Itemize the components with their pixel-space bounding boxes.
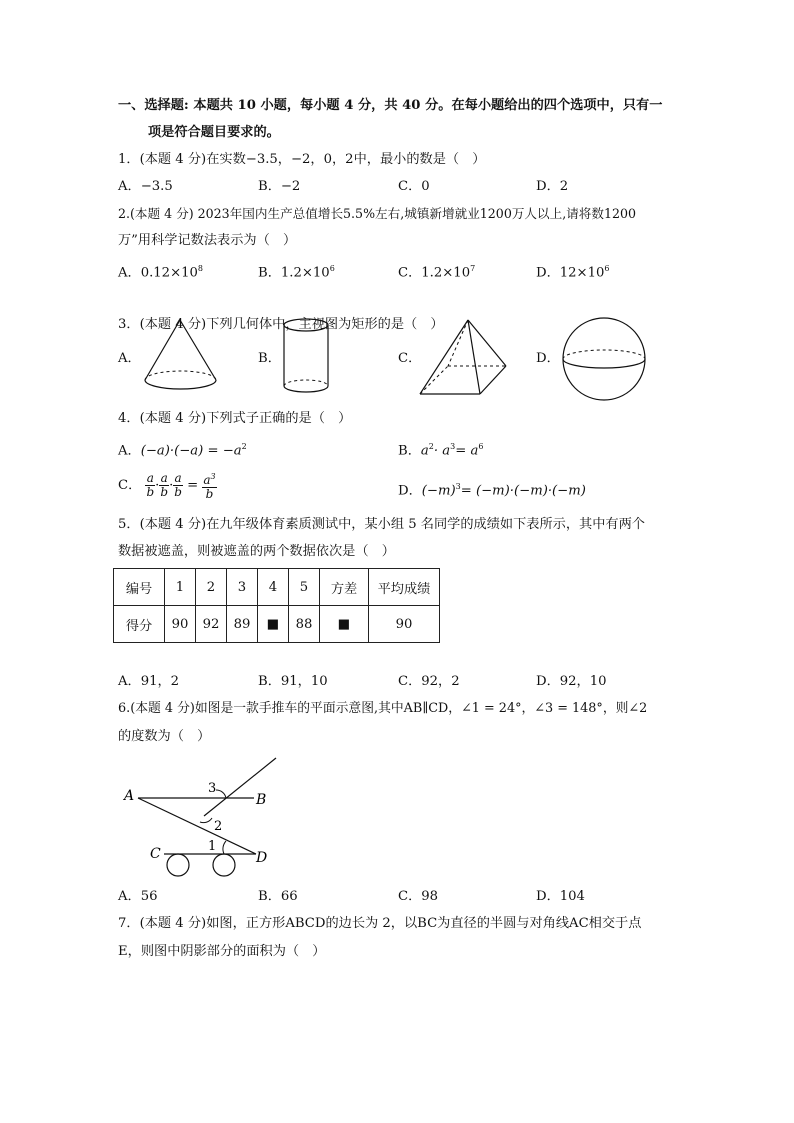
fraction: $\frac{a}{b}$ — [174, 471, 182, 499]
table-cell: 5 — [289, 569, 320, 606]
q6-stem-line1: 6.(本题 4 分)如图是一款手推车的平面示意图,其中AB∥CD，∠1 = 24°，∠3 = 148°，则∠2 — [118, 701, 648, 716]
label-c: C — [150, 846, 161, 862]
q3-stem: 3．(本题 4 分)下列几何体中，主视图为矩形的是（ ） — [118, 317, 444, 332]
q2-option-d[interactable]: D．$12\times 10^6$ — [536, 264, 610, 281]
q4-stem: 4．(本题 4 分)下列式子正确的是（ ） — [118, 411, 352, 426]
table-cell: 得分 — [114, 606, 165, 643]
q4-option-a[interactable]: A．$(-a)\cdot(-a) = -a^2$ — [118, 442, 247, 459]
label-b: B — [256, 792, 267, 808]
q4-option-c[interactable]: C． $\frac{a}{b}$ · $\frac{a}{b}$ · $\frac{a}{b}$ = $\frac{a^3}{b}$ — [118, 471, 216, 501]
q5-stem-line2: 数据被遮盖，则被遮盖的两个数据依次是（ ） — [118, 544, 395, 559]
q5-option-a[interactable]: A．91，2 — [118, 674, 180, 689]
label-d: D — [256, 850, 268, 866]
cylinder-icon — [280, 316, 332, 398]
table-cell: 平均成绩 — [369, 569, 440, 606]
q2-stem-line2: 万”用科学记数法表示为（ ） — [118, 233, 297, 248]
table-cell: 2 — [196, 569, 227, 606]
section-title-line1: 一、选择题: 本题共 10 小题，每小题 4 分，共 40 分。在每小题给出的四个选项中，只有一 — [118, 98, 663, 113]
q1-option-d[interactable]: D．2 — [536, 179, 569, 194]
q1-stem: 1．(本题 4 分)在实数−3.5，−2，0，2中，最小的数是（ ） — [118, 152, 486, 167]
table-cell: 90 — [369, 606, 440, 643]
label-angle-1: 1 — [208, 839, 217, 854]
score-table — [113, 568, 440, 643]
table-cell-covered: ■ — [258, 606, 289, 643]
table-cell: 1 — [165, 569, 196, 606]
q3-option-a[interactable]: A． — [118, 351, 141, 366]
table-cell: 89 — [227, 606, 258, 643]
table-cell: 4 — [258, 569, 289, 606]
table-header-row — [114, 569, 440, 606]
q6-option-a[interactable]: A．56 — [118, 889, 158, 904]
table-cell: 92 — [196, 606, 227, 643]
q4-option-d[interactable]: D．$(-m)^3= (-m)\cdot(-m)\cdot(-m)$ — [398, 482, 586, 499]
q5-option-d[interactable]: D．92，10 — [536, 674, 607, 689]
q3-option-d[interactable]: D． — [536, 351, 560, 366]
q6-option-c[interactable]: C．98 — [398, 889, 439, 904]
q2-option-a[interactable]: A．$0.12\times 10^8$ — [118, 264, 203, 281]
table-cell: 90 — [165, 606, 196, 643]
label-angle-2: 2 — [214, 819, 223, 834]
table-cell: 编号 — [114, 569, 165, 606]
table-cell: 方差 — [320, 569, 369, 606]
table-cell-covered: ■ — [320, 606, 369, 643]
label-angle-3: 3 — [208, 781, 217, 796]
q1-option-b[interactable]: B．−2 — [258, 179, 301, 194]
q1-option-a[interactable]: A．−3.5 — [118, 179, 173, 194]
q5-option-c[interactable]: C．92，2 — [398, 674, 460, 689]
cart-figure — [118, 752, 288, 880]
q3-option-b[interactable]: B． — [258, 351, 281, 366]
q2-option-c[interactable]: C．$1.2\times 10^7$ — [398, 264, 476, 281]
table-row — [114, 606, 440, 643]
fraction: $\frac{a}{b}$ — [146, 471, 155, 499]
table-cell: 3 — [227, 569, 258, 606]
q6-option-d[interactable]: D．104 — [536, 889, 585, 904]
q3-option-c[interactable]: C． — [398, 351, 422, 366]
q1-option-c[interactable]: C．0 — [398, 179, 430, 194]
section-title-line2: 项是符合题目要求的。 — [148, 125, 280, 140]
q5-option-b[interactable]: B．91，10 — [258, 674, 328, 689]
q2-option-b[interactable]: B．$1.2\times 10^6$ — [258, 264, 335, 281]
q2-stem-line1: 2.(本题 4 分) 2023年国内生产总值增长5.5%左右,城镇新增就业1200万人以上,请将数1200 — [118, 206, 637, 221]
sphere-icon — [558, 316, 650, 402]
q6-option-b[interactable]: B．66 — [258, 889, 298, 904]
q5-stem-line1: 5．(本题 4 分)在九年级体育素质测试中，某小组 5 名同学的成绩如下表所示，其中有两个 — [118, 517, 645, 532]
pyramid-icon — [416, 316, 512, 400]
q6-stem-line2: 的度数为（ ） — [118, 729, 211, 744]
cone-icon — [140, 318, 222, 396]
fraction-rhs: $\frac{a^3}{b}$ — [203, 472, 216, 501]
label-a: A — [124, 788, 135, 804]
fraction: $\frac{a}{b}$ — [160, 471, 169, 499]
q7-stem-line2: E，则图中阴影部分的面积为（ ） — [118, 944, 326, 959]
table-cell: 88 — [289, 606, 320, 643]
q7-stem-line1: 7．(本题 4 分)如图，正方形ABCD的边长为 2，以BC为直径的半圆与对角线AC相交于点 — [118, 916, 642, 931]
q4-option-b[interactable]: B．$a^2\cdot a^3= a^6$ — [398, 442, 484, 459]
